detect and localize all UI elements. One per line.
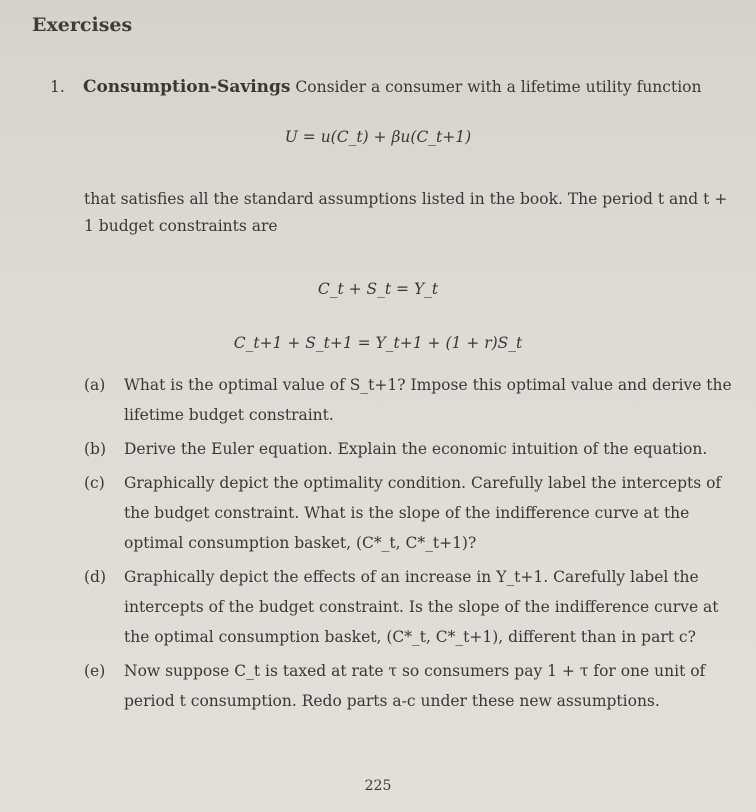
section-heading: Exercises xyxy=(32,14,133,36)
exercise-part xyxy=(84,656,734,716)
page-number: 225 xyxy=(364,778,392,794)
part-text: What is the optimal value of S_t+1? Impose this optimal value and derive the lifetime budget constraint. xyxy=(124,376,732,424)
exercise-intro: Consider a consumer with a lifetime utility function xyxy=(295,78,702,96)
part-label: (b) xyxy=(84,440,107,458)
part-text: Now suppose C_t is taxed at rate τ so consumers pay 1 + τ for one unit of period t consumption. Redo parts a-c under these new assumptions. xyxy=(124,662,706,710)
exercise-part xyxy=(84,434,734,464)
exercise-header xyxy=(50,74,740,100)
assumption-paragraph: that satisfies all the standard assumptions listed in the book. The period t and t + 1 budget constraints are xyxy=(84,190,728,235)
exercise-number: 1. xyxy=(50,78,65,96)
exercise-part xyxy=(84,468,734,558)
budget-constraint-period-t1: C_t+1 + S_t+1 = Y_t+1 + (1 + r)S_t xyxy=(233,334,523,352)
exercise-parts-list xyxy=(84,370,734,720)
exercise-title: Consumption-Savings xyxy=(82,77,291,97)
exercise-part xyxy=(84,370,734,430)
utility-equation: U = u(C_t) + βu(C_t+1) xyxy=(284,128,472,146)
part-text: Graphically depict the optimality condition. Carefully label the intercepts of the budget constraint. What is the slope of the indifference curve at the optimal consumption basket, (C*_t, C*_t+1)? xyxy=(124,474,722,552)
part-text: Derive the Euler equation. Explain the economic intuition of the equation. xyxy=(124,440,708,458)
part-text: Graphically depict the effects of an increase in Y_t+1. Carefully label the intercepts of the budget constraint. Is the slope of the indifference curve at the optimal consumption basket, (C*_t, C*_t+1), different than in part c? xyxy=(124,568,719,646)
part-label: (e) xyxy=(84,662,106,680)
part-label: (c) xyxy=(84,474,105,492)
part-label: (d) xyxy=(84,568,107,586)
exercise-part xyxy=(84,562,734,652)
part-label: (a) xyxy=(84,376,106,394)
budget-constraint-period-t: C_t + S_t = Y_t xyxy=(317,280,439,298)
